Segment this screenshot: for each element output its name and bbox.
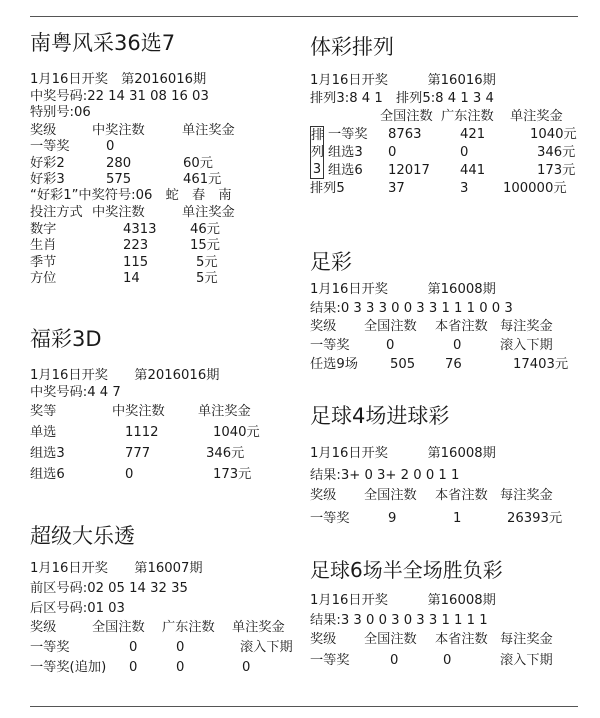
date-issue: 1月16日开奖 第16008期: [310, 593, 496, 608]
header-cell: 中奖注数: [92, 205, 145, 220]
table-cell: 505: [390, 357, 416, 372]
table-header: [30, 122, 305, 139]
table-cell: 441: [460, 163, 486, 178]
table-cell: 0: [129, 640, 138, 655]
match-result: 结果:0 3 3 3 0 0 3 3 1 1 1 0 0 3: [310, 301, 513, 316]
table-cell: 15元: [190, 238, 220, 253]
table-row: [310, 356, 585, 375]
table-cell: 数字: [30, 221, 57, 237]
table-cell: 1: [453, 511, 462, 526]
date-issue: 1月16日开奖 第16007期: [30, 561, 203, 576]
table-cell: 生肖: [30, 238, 57, 253]
date-issue: 1月16日开奖 第2016016期: [30, 72, 207, 87]
table-cell: 好彩2: [30, 155, 65, 171]
table-row: [310, 144, 585, 162]
haocai1-line: “好彩1”中奖符号:06 蛇 春 南: [30, 187, 232, 203]
table-cell: 37: [388, 181, 405, 196]
table-cell: 115: [123, 254, 149, 270]
header-cell: 中奖注数: [92, 122, 145, 138]
table-cell: 0: [443, 653, 452, 668]
bottom-rule: [30, 706, 578, 707]
table-cell: 一等奖: [328, 127, 368, 142]
header-cell: 奖级: [310, 632, 337, 647]
header-cell: 每注奖金: [500, 488, 553, 503]
table-cell: 17403元: [513, 357, 569, 372]
table-cell: 一等奖(追加): [30, 660, 107, 675]
table-cell: 单选: [30, 425, 57, 440]
top-rule: [30, 16, 578, 17]
header-cell: 单注奖金: [182, 122, 235, 138]
table-header: [310, 318, 585, 337]
section-title: 足球4场进球彩: [310, 404, 450, 428]
win-numbers: 中奖号码:4 4 7: [30, 384, 121, 400]
header-cell: 本省注数: [435, 488, 488, 503]
date-issue: 1月16日开奖 第16016期: [310, 73, 496, 88]
header-cell: 全国注数: [380, 109, 433, 124]
table-cell: 173元: [213, 467, 252, 482]
table-cell: 0: [106, 139, 115, 154]
table-cell: 0: [453, 338, 462, 353]
table-cell: 滚入下期: [500, 338, 553, 353]
table-row: [310, 180, 585, 198]
special-number: 特别号:06: [30, 105, 91, 120]
header-cell: 全国注数: [364, 632, 417, 647]
table-cell: 一等奖: [310, 338, 350, 353]
table-cell: 5元: [196, 271, 218, 286]
prize-table: [310, 318, 585, 375]
table-header: [310, 631, 585, 652]
section-title: 足球6场半全场胜负彩: [310, 558, 503, 582]
table-cell: 一等奖: [310, 511, 350, 526]
date-issue: 1月16日开奖 第16008期: [310, 446, 496, 461]
table-cell: 0: [129, 660, 138, 675]
header-cell: 单注奖金: [198, 404, 251, 419]
table-row: [310, 126, 585, 144]
table-cell: 60元: [183, 155, 213, 171]
table-cell: 5元: [196, 254, 218, 270]
section-fucai3d: [30, 326, 305, 487]
prize-table: [30, 403, 305, 487]
table-header: [310, 108, 585, 126]
table-cell: 0: [388, 145, 397, 160]
section-title: 足彩: [310, 250, 352, 274]
table-cell: 一等奖: [30, 139, 70, 154]
header-cell: 单注奖金: [182, 205, 235, 220]
date-issue: 1月16日开奖 第2016016期: [30, 368, 220, 383]
table-cell: 0: [460, 145, 469, 160]
header-cell: 广东注数: [441, 109, 494, 124]
header-cell: 广东注数: [162, 620, 215, 635]
header-cell: 每注奖金: [500, 319, 553, 334]
table-cell: 季节: [30, 254, 57, 270]
table-cell: 100000元: [503, 181, 567, 196]
header-cell: 单注奖金: [232, 620, 285, 635]
header-cell: 全国注数: [92, 620, 145, 635]
header-cell: 奖级: [310, 319, 337, 334]
table-cell: 滚入下期: [500, 653, 553, 668]
table-row: [30, 445, 305, 466]
table-cell: 4313: [123, 221, 157, 237]
header-cell: 奖级: [30, 122, 57, 138]
table-cell: 排列5: [310, 181, 345, 196]
table-row: [30, 171, 305, 188]
back-numbers: 后区号码:01 03: [30, 601, 125, 616]
table-row: [30, 270, 305, 287]
section-title: 超级大乐透: [30, 524, 135, 548]
section-title: 体彩排列: [310, 35, 394, 59]
bet-table: [30, 204, 305, 287]
table-cell: 76: [445, 357, 462, 372]
table-cell: 26393元: [507, 511, 563, 526]
table-header: [30, 619, 305, 639]
table-cell: 1040元: [530, 127, 577, 142]
table-cell: 0: [390, 653, 399, 668]
table-row: [30, 639, 305, 659]
header-cell: 奖级: [310, 488, 337, 503]
table-row: [30, 254, 305, 271]
header-cell: 投注方式: [30, 205, 83, 220]
match-result: 结果:3 3 0 0 3 0 3 3 1 1 1 1: [310, 613, 488, 628]
draw-numbers: 排列3:8 4 1 排列5:8 4 1 3 4: [310, 91, 494, 106]
section-pailie: [310, 34, 585, 200]
prize-table: [310, 631, 585, 673]
table-cell: 组选6: [328, 163, 363, 178]
table-cell: 223: [123, 238, 149, 253]
table-row: [310, 652, 585, 673]
table-header: [310, 487, 585, 510]
header-cell: 本省注数: [435, 632, 488, 647]
header-cell: 每注奖金: [500, 632, 553, 647]
table-row: [30, 138, 305, 155]
prize-table: [30, 122, 305, 188]
table-row: [30, 237, 305, 254]
header-cell: 奖等: [30, 404, 57, 419]
box-char: 排: [311, 128, 325, 143]
table-cell: 任选9场: [310, 357, 358, 372]
table-cell: 9: [388, 511, 397, 526]
table-cell: 46元: [190, 221, 220, 237]
table-cell: 方位: [30, 271, 57, 286]
table-cell: 346元: [537, 145, 576, 160]
match-result: 结果:3+ 0 3+ 2 0 0 1 1: [310, 468, 460, 483]
table-cell: 280: [106, 155, 132, 171]
table-cell: 1112: [125, 425, 159, 440]
prize-table: [310, 487, 585, 533]
box-char: 列: [311, 145, 325, 160]
table-cell: 0: [176, 640, 185, 655]
section-banquanchang: [310, 557, 585, 673]
table-cell: 12017: [388, 163, 430, 178]
header-cell: 奖级: [30, 620, 57, 635]
table-cell: 0: [125, 467, 134, 482]
table-cell: 3: [460, 181, 469, 196]
box-char: 3: [312, 162, 322, 177]
table-cell: 滚入下期: [240, 640, 293, 655]
table-row: [30, 659, 305, 679]
header-cell: 本省注数: [435, 319, 488, 334]
table-header: [30, 403, 305, 424]
table-cell: 0: [242, 660, 251, 675]
table-cell: 575: [106, 172, 132, 187]
table-cell: 173元: [537, 163, 576, 178]
section-daletou: [30, 523, 305, 679]
table-row: [310, 337, 585, 356]
table-cell: 组选3: [30, 446, 65, 461]
table-cell: 0: [386, 338, 395, 353]
table-cell: 777: [125, 446, 151, 461]
header-cell: 全国注数: [364, 319, 417, 334]
table-cell: 组选6: [30, 467, 65, 482]
section-title: 南粤风采36选7: [30, 31, 176, 55]
table-row: [310, 162, 585, 180]
table-row: [310, 510, 585, 533]
table-cell: 421: [460, 127, 486, 142]
section-title: 福彩3D: [30, 327, 102, 351]
section-zucai: [310, 249, 585, 375]
table-cell: 0: [176, 660, 185, 675]
prize-table: [30, 619, 305, 679]
table-cell: 组选3: [328, 145, 363, 160]
win-numbers: 中奖号码:22 14 31 08 16 03: [30, 88, 209, 104]
table-cell: 8763: [388, 127, 422, 142]
table-cell: 1040元: [213, 425, 260, 440]
table-header: [30, 204, 305, 221]
front-numbers: 前区号码:02 05 14 32 35: [30, 581, 188, 596]
table-row: [30, 424, 305, 445]
table-cell: 461元: [183, 172, 222, 187]
section-nanyue: [30, 30, 305, 287]
prize-table: [310, 108, 585, 200]
date-issue: 1月16日开奖 第16008期: [310, 282, 496, 297]
header-cell: 全国注数: [364, 488, 417, 503]
table-cell: 14: [123, 271, 140, 286]
table-cell: 好彩3: [30, 172, 65, 187]
section-jinqiu: [310, 403, 585, 533]
header-cell: 中奖注数: [112, 404, 165, 419]
table-row: [30, 466, 305, 487]
table-row: [30, 155, 305, 172]
table-cell: 一等奖: [30, 640, 70, 655]
table-row: [30, 221, 305, 238]
table-cell: 346元: [206, 446, 245, 461]
table-cell: 一等奖: [310, 653, 350, 668]
header-cell: 单注奖金: [510, 109, 563, 124]
